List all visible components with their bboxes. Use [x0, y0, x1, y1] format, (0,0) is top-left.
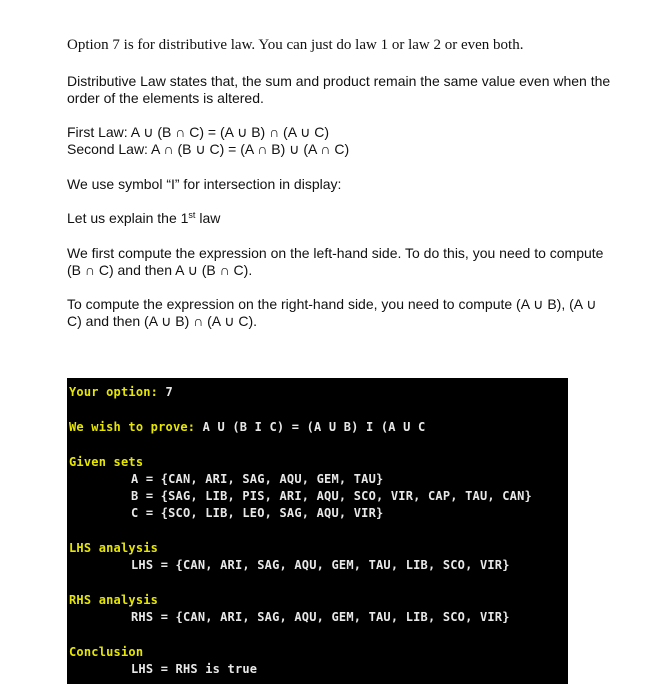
explain-suffix: law — [195, 210, 221, 226]
given-sets-heading: Given sets — [69, 455, 144, 469]
prove-line — [69, 419, 425, 436]
first-law: First Law: A ∪ (B ∩ C) = (A ∪ B) ∩ (A ∪ C) — [67, 124, 330, 140]
lhs-heading: LHS analysis — [69, 541, 159, 555]
definition-paragraph: Distributive Law states that, the sum and product remain the same value even when the order of the elements is altered. — [67, 73, 611, 106]
console-output-screenshot — [67, 378, 568, 684]
intro-text: Option 7 is for distributive law. You can just do law 1 or law 2 or even both. — [67, 37, 524, 53]
explain-heading — [67, 210, 612, 227]
conclusion-result: LHS = RHS is true — [131, 662, 258, 676]
explain-text: Let us explain the 1 — [67, 210, 189, 226]
prove-expression: A U (B I C) = (A U B) I (A U C — [202, 420, 426, 434]
set-a: A = {CAN, ARI, SAG, AQU, GEM, TAU} — [131, 472, 384, 486]
prove-label: We wish to prove: — [69, 420, 203, 434]
option-label: Your option: — [69, 385, 166, 399]
rhs-heading: RHS analysis — [69, 593, 159, 607]
lhs-result: LHS = {CAN, ARI, SAG, AQU, GEM, TAU, LIB, SCO, VIR} — [131, 558, 510, 572]
explain-superscript: st — [188, 210, 196, 220]
conclusion-heading: Conclusion — [69, 645, 144, 659]
symbol-note: We use symbol “I” for intersection in display: — [67, 176, 342, 192]
set-c: C = {SCO, LIB, LEO, SAG, AQU, VIR} — [131, 506, 384, 520]
set-b: B = {SAG, LIB, PIS, ARI, AQU, SCO, VIR, CAP, TAU, CAN} — [131, 489, 532, 503]
lhs-paragraph: We first compute the expression on the left-hand side. To do this, you need to compute (B ∩ C) and then A ∪ (B ∩ C). — [67, 245, 604, 278]
option-line — [69, 384, 173, 401]
option-value: 7 — [165, 385, 173, 399]
rhs-paragraph: To compute the expression on the right-hand side, you need to compute (A ∪ B), (A ∪ C) and then (A ∪ B) ∩ (A ∪ C). — [67, 296, 597, 329]
rhs-result: RHS = {CAN, ARI, SAG, AQU, GEM, TAU, LIB, SCO, VIR} — [131, 610, 510, 624]
second-law: Second Law: A ∩ (B ∪ C) = (A ∩ B) ∪ (A ∩ C) — [67, 141, 350, 157]
